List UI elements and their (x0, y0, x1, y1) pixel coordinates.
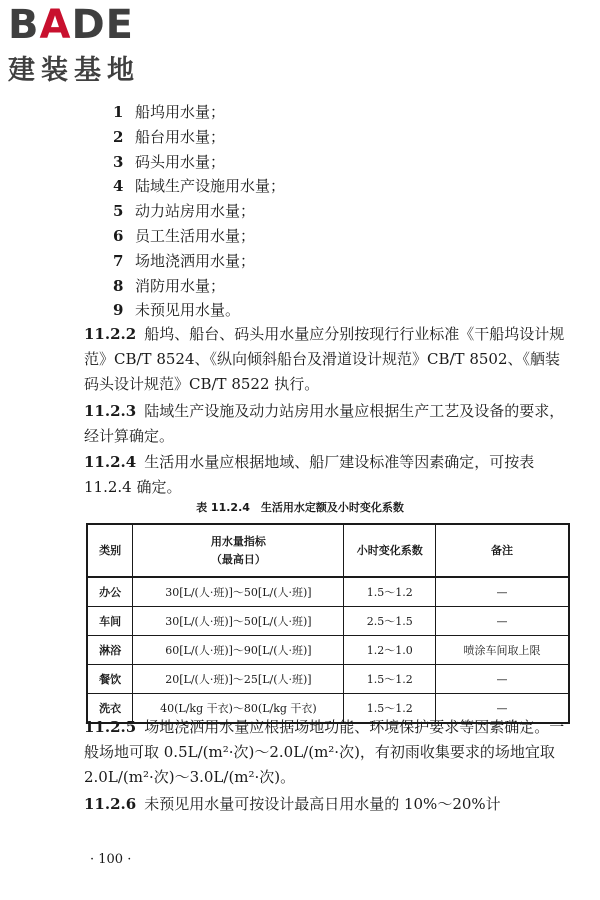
cell-coef: 1.2～1.0 (344, 636, 436, 665)
list-item-number: 7 (113, 251, 124, 270)
list-item-text: 船台用水量； (135, 127, 226, 146)
list-item (113, 174, 285, 199)
table-row (87, 636, 569, 665)
clause-11-2-4 (84, 450, 572, 500)
cell-quota: 60[L/(人·班)]～90[L/(人·班)] (133, 636, 344, 665)
clause-text: 未预见用水量可按设计最高日用水量的 10%～20%计 (144, 795, 501, 813)
list-item-number: 9 (113, 301, 124, 320)
header-quota-line2: （最高日） (210, 552, 266, 566)
header-quota-line1: 用水量指标 (210, 534, 266, 548)
clause-11-2-5 (84, 715, 572, 790)
list-item-text: 消防用水量； (135, 276, 226, 295)
cell-note: 喷涂车间取上限 (436, 636, 569, 665)
list-item-text: 动力站房用水量； (135, 202, 256, 221)
cell-note: — (436, 665, 569, 694)
clause-11-2-3 (84, 399, 572, 449)
list-item (113, 224, 285, 249)
list-item-number: 4 (113, 177, 124, 196)
cell-quota: 40(L/kg 干衣)～80(L/kg 干衣) (133, 694, 344, 724)
clause-11-2-6 (84, 792, 572, 817)
clause-text: 场地浇洒用水量应根据场地功能、环境保护要求等因素确定。一般场地可取 0.5L/(m²·次)～2.0L/(m²·次)，有初雨收集要求的场地宜取 2.0L/(m²·次)～3.0L/(m²·次)。 (84, 718, 565, 786)
header-note: 备注 (436, 524, 569, 577)
cell-category: 餐饮 (87, 665, 133, 694)
cell-category: 办公 (87, 577, 133, 607)
header-coef: 小时变化系数 (344, 524, 436, 577)
clause-number: 11.2.2 (84, 325, 137, 343)
list-item-text: 陆域生产设施用水量； (135, 177, 286, 196)
list-item-text: 码头用水量； (135, 152, 226, 171)
cell-coef: 1.5～1.2 (344, 577, 436, 607)
cell-note: — (436, 607, 569, 636)
page-number: · 100 · (90, 852, 132, 867)
list-item-text: 船坞用水量； (135, 103, 226, 121)
cell-category: 洗衣 (87, 694, 133, 724)
list-item-text: 员工生活用水量； (135, 226, 256, 245)
list-item (113, 150, 285, 175)
list-item-number: 5 (113, 202, 124, 221)
cell-quota: 30[L/(人·班)]～50[L/(人·班)] (133, 607, 344, 636)
list-item-number: 3 (113, 152, 124, 171)
clause-number: 11.2.3 (84, 402, 137, 420)
list-item-number: 6 (113, 226, 124, 245)
list-item (113, 100, 285, 125)
list-item-text: 场地浇洒用水量； (135, 251, 256, 270)
clause-number: 11.2.5 (84, 718, 137, 736)
cell-note: — (436, 577, 569, 607)
cell-coef: 1.5～1.2 (344, 694, 436, 724)
logo-letter-b: B (8, 2, 40, 48)
cell-note: — (436, 694, 569, 724)
cell-quota: 20[L/(人·班)]～25[L/(人·班)] (133, 665, 344, 694)
cell-category: 车间 (87, 607, 133, 636)
clause-number: 11.2.6 (84, 795, 137, 813)
table-row (87, 665, 569, 694)
clause-11-2-2 (84, 322, 572, 397)
list-item-number: 1 (113, 103, 124, 121)
list-item (113, 125, 285, 150)
list-item (113, 274, 285, 299)
logo-letters-de: DE (71, 2, 134, 48)
logo-letter-a: A (39, 2, 72, 48)
list-item (113, 249, 285, 274)
list-item (113, 199, 285, 224)
header-quota (133, 524, 344, 577)
cell-coef: 2.5～1.5 (344, 607, 436, 636)
table-header-row (87, 524, 569, 577)
bade-logo (8, 4, 188, 96)
list-item (113, 298, 285, 323)
table-row (87, 607, 569, 636)
table-row (87, 577, 569, 607)
list-item-number: 8 (113, 276, 124, 295)
table-title: 表 11.2.4 生活用水定额及小时变化系数 (196, 501, 404, 514)
logo-wordmark (8, 4, 188, 46)
list-item-number: 2 (113, 127, 124, 146)
clause-text: 陆域生产设施及动力站房用水量应根据生产工艺及设备的要求，经计算确定。 (84, 402, 565, 445)
cell-category: 淋浴 (87, 636, 133, 665)
logo-subtitle: 建装基地 (8, 55, 140, 86)
clause-text: 船坞、船台、码头用水量应分别按现行行业标准《干船坞设计规范》CB/T 8524、《纵向倾斜船台及滑道设计规范》CB/T 8502、《舾装码头设计规范》CB/T 8522 执行。 (84, 325, 565, 393)
water-quota-table (86, 523, 570, 724)
water-items-list (113, 100, 285, 323)
clause-number: 11.2.4 (84, 453, 137, 471)
clause-text: 生活用水量应根据地域、船厂建设标准等因素确定，可按表 11.2.4 确定。 (84, 453, 535, 496)
header-category: 类别 (87, 524, 133, 577)
list-item-text: 未预见用水量。 (135, 301, 241, 320)
cell-quota: 30[L/(人·班)]～50[L/(人·班)] (133, 577, 344, 607)
cell-coef: 1.5～1.2 (344, 665, 436, 694)
